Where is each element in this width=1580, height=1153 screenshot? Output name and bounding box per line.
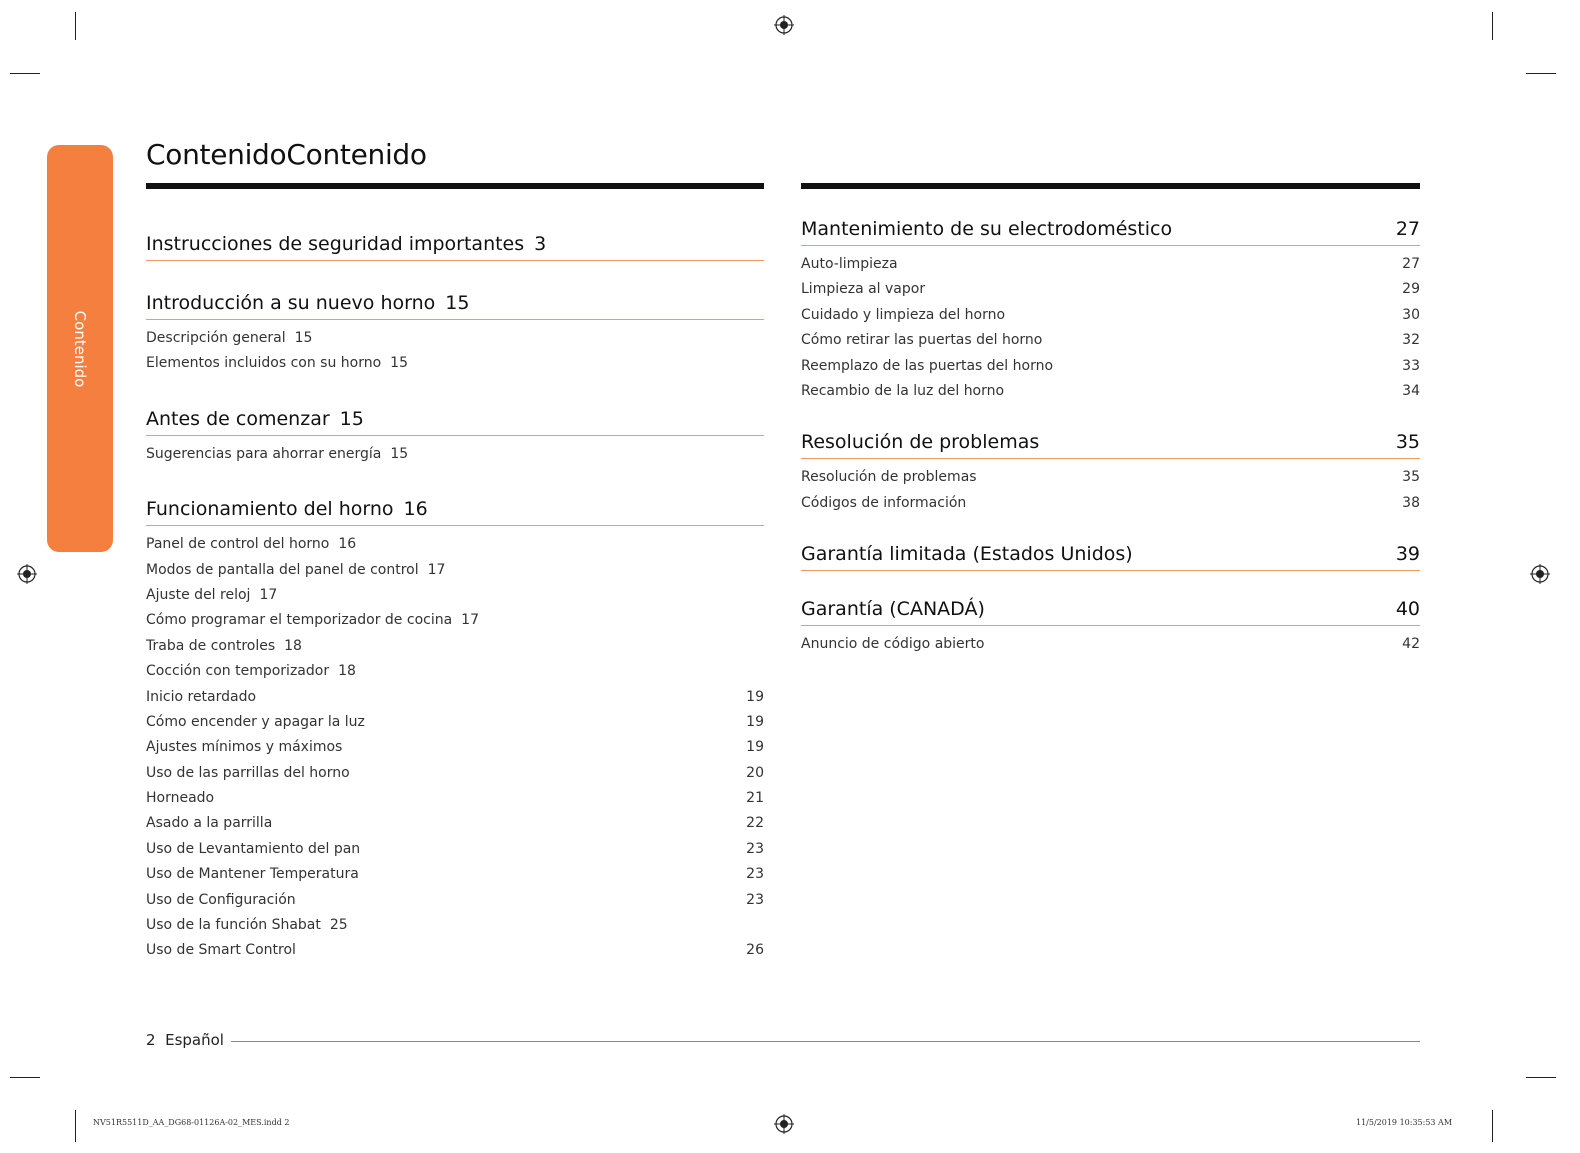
registration-mark-icon <box>1530 564 1550 584</box>
toc-section <box>801 211 1420 404</box>
page-language: Español <box>165 1031 224 1049</box>
toc-section-page: 3 <box>534 233 547 255</box>
crop-mark <box>1526 73 1556 74</box>
toc-section-heading[interactable] <box>801 424 1420 459</box>
toc-item-page: 23 <box>746 891 764 908</box>
toc-item[interactable] <box>146 532 764 557</box>
toc-section-title: Funcionamiento del horno <box>146 498 394 521</box>
toc-section-title: Resolución de problemas <box>801 431 1040 454</box>
toc-item[interactable] <box>801 277 1420 302</box>
toc-item-page: 18 <box>338 663 356 680</box>
toc-item-label: Uso de Smart Control <box>146 942 296 959</box>
toc-section-heading[interactable] <box>801 536 1420 571</box>
toc-item-list <box>146 320 764 377</box>
toc-item[interactable] <box>801 465 1420 490</box>
toc-item-label: Uso de Configuración <box>146 891 296 908</box>
crop-mark <box>1526 1077 1556 1078</box>
toc-item[interactable] <box>801 379 1420 404</box>
toc-item-list <box>801 459 1420 516</box>
toc-item-page: 23 <box>746 866 764 883</box>
toc-section-heading[interactable] <box>146 401 764 436</box>
toc-item[interactable] <box>801 491 1420 516</box>
toc-item-label: Descripción general <box>146 330 286 346</box>
toc-item-page: 18 <box>284 637 302 654</box>
toc-item-label: Elementos incluidos con su horno <box>146 355 382 372</box>
toc-section-heading[interactable] <box>801 211 1420 246</box>
crop-mark <box>75 1110 76 1142</box>
toc-item-page: 26 <box>746 942 764 959</box>
toc-item[interactable] <box>801 252 1420 277</box>
toc-item-label: Uso de la función Shabat <box>146 917 321 934</box>
toc-item-label: Asado a la parrilla <box>146 815 273 832</box>
toc-item[interactable] <box>146 761 764 786</box>
toc-item-page: 34 <box>1402 382 1420 399</box>
toc-item[interactable] <box>801 632 1420 657</box>
toc-section <box>146 226 764 261</box>
toc-item-page: 35 <box>1402 469 1420 486</box>
toc-section-title: Introducción a su nuevo horno <box>146 292 436 314</box>
toc-item-page: 27 <box>1402 256 1420 272</box>
toc-item[interactable] <box>801 354 1420 379</box>
toc-item[interactable] <box>801 303 1420 328</box>
toc-item-label: Limpieza al vapor <box>801 281 926 298</box>
toc-section-title: Instrucciones de seguridad importantes <box>146 233 525 255</box>
toc-item-list <box>801 246 1420 404</box>
toc-item[interactable] <box>146 811 764 836</box>
toc-item-page: 20 <box>746 764 764 781</box>
toc-item-page: 17 <box>259 586 278 603</box>
toc-item-label: Auto-limpieza <box>801 256 898 272</box>
crop-mark <box>1492 1110 1493 1142</box>
toc-item[interactable] <box>146 558 764 583</box>
toc-item-page: 38 <box>1402 494 1420 511</box>
toc-item-page: 17 <box>461 612 479 629</box>
crop-mark <box>1492 12 1493 40</box>
toc-item-page: 15 <box>390 355 408 372</box>
toc-section-title: Antes de comenzar <box>146 407 330 430</box>
toc-item-label: Uso de Levantamiento del pan <box>146 840 361 857</box>
toc-item-label: Ajuste del reloj <box>146 586 251 603</box>
toc-section <box>146 401 764 467</box>
toc-item[interactable] <box>146 608 764 633</box>
toc-item-page: 19 <box>746 713 764 730</box>
toc-item[interactable] <box>146 888 764 913</box>
toc-item-label: Códigos de información <box>801 494 967 511</box>
toc-item[interactable] <box>146 837 764 862</box>
toc-item-label: Uso de las parrillas del horno <box>146 764 350 781</box>
toc-item-label: Inicio retardado <box>146 688 257 705</box>
toc-item-page: 42 <box>1402 636 1420 653</box>
toc-section <box>146 285 764 377</box>
toc-item-label: Cocción con temporizador <box>146 663 330 680</box>
toc-item-page: 16 <box>338 536 357 553</box>
toc-item-label: Cuidado y limpieza del horno <box>801 306 1006 323</box>
toc-section <box>801 536 1420 571</box>
toc-item-page: 30 <box>1402 306 1420 323</box>
toc-item-label: Uso de Mantener Temperatura <box>146 866 359 883</box>
title-rule-right <box>801 183 1420 189</box>
toc-item-page: 25 <box>329 917 348 934</box>
registration-mark-icon <box>774 1114 794 1134</box>
toc-item-page: 21 <box>746 790 764 807</box>
toc-section-title: Garantía (CANADÁ) <box>801 598 985 621</box>
crop-mark <box>10 73 40 74</box>
toc-item-label: Cómo programar el temporizador de cocina <box>146 612 453 629</box>
toc-item-label: Horneado <box>146 790 215 807</box>
toc-item[interactable] <box>146 735 764 760</box>
toc-item[interactable] <box>146 786 764 811</box>
toc-item-page: 23 <box>746 840 764 857</box>
toc-item-list <box>146 526 764 964</box>
registration-mark-icon <box>17 564 37 584</box>
toc-section-heading[interactable] <box>801 591 1420 626</box>
side-tab-label: Contenido <box>71 310 89 388</box>
print-slug-date: 11/5/2019 10:35:53 AM <box>1356 1118 1453 1127</box>
toc-item-page: 22 <box>746 815 764 832</box>
toc-item-page: 15 <box>294 330 313 346</box>
print-slug-file: NV51R5511D_AA_DG68-01126A-02_MES.indd 2 <box>93 1118 290 1127</box>
toc-left-column <box>146 226 764 964</box>
toc-item-label: Recambio de la luz del horno <box>801 382 1005 399</box>
page-footer <box>146 1031 224 1049</box>
toc-item-list <box>146 436 764 467</box>
toc-item-page: 19 <box>746 739 764 756</box>
toc-item[interactable] <box>146 583 764 608</box>
toc-item[interactable] <box>146 710 764 735</box>
toc-item[interactable] <box>801 328 1420 353</box>
toc-section-heading[interactable] <box>146 491 764 526</box>
toc-item-page: 29 <box>1402 281 1420 298</box>
toc-section-page: 40 <box>1395 598 1420 621</box>
toc-item-label: Reemplazo de las puertas del horno <box>801 357 1054 374</box>
toc-right-column <box>801 211 1420 658</box>
toc-item[interactable] <box>146 634 764 659</box>
registration-mark-icon <box>774 15 794 35</box>
toc-item[interactable] <box>146 938 764 963</box>
toc-item-label: Ajustes mínimos y máximos <box>146 739 343 756</box>
toc-item[interactable] <box>146 685 764 710</box>
toc-item-page: 33 <box>1402 357 1420 374</box>
toc-section-page: 16 <box>403 498 428 521</box>
toc-section <box>801 591 1420 657</box>
toc-item[interactable] <box>146 862 764 887</box>
toc-section-heading[interactable] <box>146 226 764 261</box>
toc-item-label: Sugerencias para ahorrar energía <box>146 445 382 462</box>
toc-section-page: 27 <box>1395 218 1420 240</box>
toc-section-page: 39 <box>1395 543 1420 566</box>
toc-item-page: 15 <box>390 445 409 462</box>
toc-section <box>146 491 764 964</box>
toc-item[interactable] <box>146 351 764 376</box>
toc-item-label: Cómo retirar las puertas del horno <box>801 332 1043 349</box>
toc-item-label: Resolución de problemas <box>801 469 977 486</box>
toc-item-label: Modos de pantalla del panel de control <box>146 561 419 578</box>
page-title: ContenidoContenido <box>146 138 427 171</box>
toc-item[interactable] <box>146 326 764 351</box>
crop-mark <box>10 1077 40 1078</box>
toc-section <box>801 424 1420 516</box>
toc-item-page: 19 <box>746 688 764 705</box>
toc-item[interactable] <box>146 659 764 684</box>
toc-item-list <box>801 626 1420 657</box>
toc-section-page: 15 <box>339 407 364 430</box>
toc-section-heading[interactable] <box>146 285 764 320</box>
toc-item-label: Traba de controles <box>146 637 276 654</box>
page-number: 2 <box>146 1031 156 1049</box>
crop-mark <box>75 12 76 40</box>
toc-item[interactable] <box>146 913 764 938</box>
toc-section-page: 35 <box>1395 431 1420 454</box>
toc-item-label: Panel de control del horno <box>146 536 330 553</box>
toc-section-title: Garantía limitada (Estados Unidos) <box>801 543 1133 566</box>
toc-item-page: 32 <box>1402 332 1420 349</box>
toc-item[interactable] <box>146 442 764 467</box>
toc-section-title: Mantenimiento de su electrodoméstico <box>801 218 1173 240</box>
footer-rule <box>231 1041 1420 1042</box>
title-rule-left <box>146 183 764 189</box>
toc-item-page: 17 <box>427 561 446 578</box>
toc-item-label: Cómo encender y apagar la luz <box>146 713 365 730</box>
toc-section-page: 15 <box>445 292 470 314</box>
toc-item-label: Anuncio de código abierto <box>801 636 985 653</box>
